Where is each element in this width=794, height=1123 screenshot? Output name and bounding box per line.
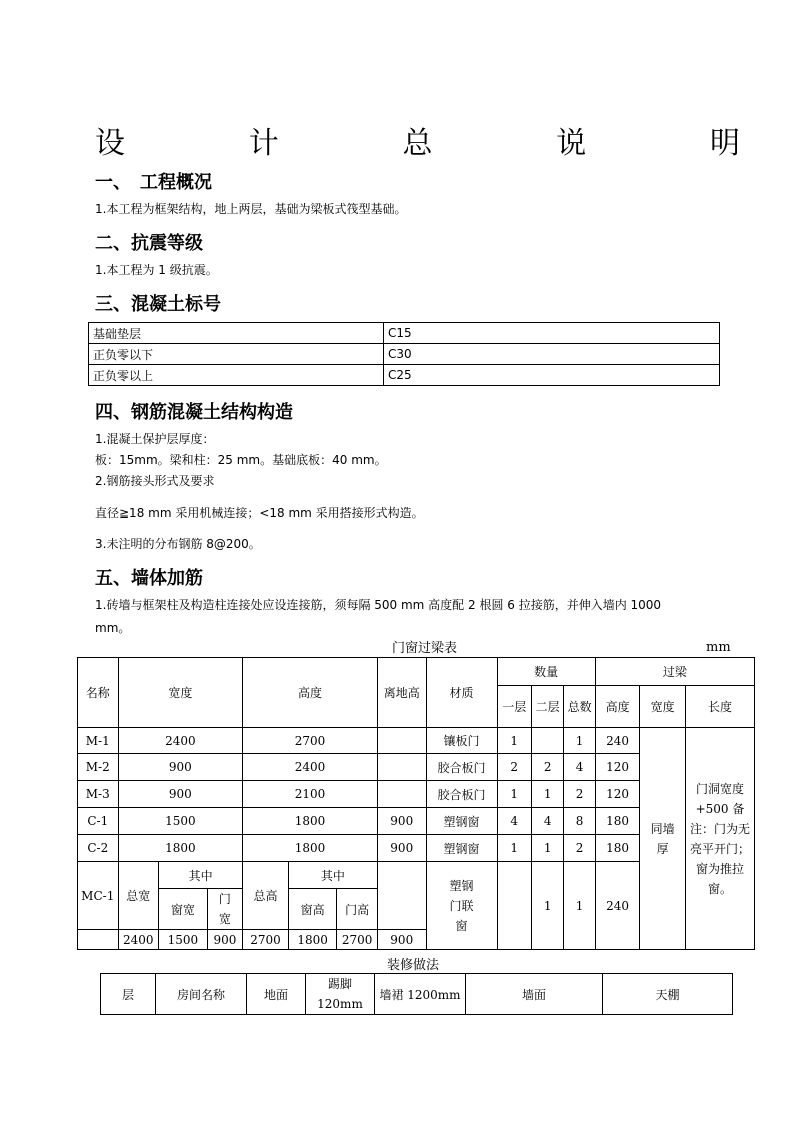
paragraph: 1.混凝土保护层厚度： — [95, 432, 215, 446]
header-floor-finish: 地面 — [247, 974, 306, 1015]
table-cell: C30 — [384, 344, 720, 365]
table-cell: 总高 — [243, 862, 289, 930]
table-cell: 2400 — [243, 754, 378, 781]
table-cell: 240 — [595, 862, 640, 950]
table-row — [78, 658, 755, 686]
table-cell: 2 — [564, 835, 595, 862]
table-cell: M-1 — [78, 728, 119, 754]
paragraph: 直径≧18 mm 采用机械连接；<18 mm 采用搭接形式构造。 — [95, 506, 424, 520]
table-cell: 180 — [595, 808, 640, 835]
table-cell — [78, 930, 119, 950]
header-material: 材质 — [426, 658, 497, 728]
table-cell: 其中 — [159, 862, 243, 889]
table-cell: MC-1 — [78, 862, 119, 930]
cell-text: 塑钢门联窗 — [449, 878, 474, 933]
header-floor1: 一层 — [497, 686, 531, 728]
table-cell: 900 — [207, 930, 242, 950]
table-cell: 塑钢窗 — [426, 835, 497, 862]
table-cell: 2100 — [243, 781, 378, 808]
header-name: 名称 — [78, 658, 119, 728]
title-char: 说 — [556, 126, 587, 161]
table-row — [89, 365, 720, 386]
table-cell: 2400 — [118, 728, 243, 754]
table-caption: 门窗过梁表 — [392, 641, 458, 656]
paragraph: 1.本工程为框架结构，地上两层，基础为梁板式筏型基础。 — [95, 202, 407, 216]
table-cell: 900 — [377, 808, 426, 835]
header-total: 总数 — [564, 686, 595, 728]
table-cell: 镶板门 — [426, 728, 497, 754]
paragraph: 1.砖墙与框架柱及构造柱连接处应设连接筋，须每隔 500 mm 高度配 2 根圆 6 拉接筋，并伸入墙内 1000 — [95, 598, 662, 612]
table-cell: 900 — [377, 835, 426, 862]
finish-table — [100, 973, 733, 1015]
note-text: 同墙厚 — [650, 821, 675, 856]
table-cell: 4 — [531, 808, 563, 835]
table-cell: 2700 — [337, 930, 378, 950]
paragraph: mm。 — [95, 621, 131, 635]
table-cell: 胶合板门 — [426, 754, 497, 781]
table-cell: 1800 — [243, 835, 378, 862]
paragraph: 2.钢筋接头形式及要求 — [95, 474, 215, 488]
table-cell: 120 — [595, 781, 640, 808]
table-cell: M-3 — [78, 781, 119, 808]
table-cell: 总宽 — [118, 862, 159, 930]
concrete-grade-table — [88, 322, 720, 386]
header-floor: 层 — [101, 974, 156, 1015]
table-cell: 1 — [531, 862, 563, 950]
table-cell: 180 — [595, 835, 640, 862]
table-cell: 其中 — [288, 862, 377, 889]
unit-label: mm — [706, 640, 731, 655]
table-cell: 8 — [564, 808, 595, 835]
table-cell: 900 — [118, 754, 243, 781]
table-cell: 1800 — [243, 808, 378, 835]
table-cell — [207, 889, 242, 930]
table-cell: 1 — [497, 728, 531, 754]
section-heading-seismic: 二、抗震等级 — [95, 233, 203, 254]
table-cell — [377, 754, 426, 781]
table-row — [89, 344, 720, 365]
lintel-length-note — [685, 728, 754, 950]
paragraph: 板：15mm。梁和柱：25 mm。基础底板：40 mm。 — [95, 453, 387, 467]
table-cell: 1 — [497, 835, 531, 862]
table-cell: 240 — [595, 728, 640, 754]
header-quantity: 数量 — [497, 658, 595, 686]
table-cell: 正负零以上 — [89, 365, 384, 386]
header-height: 高度 — [243, 658, 378, 728]
header-wall: 墙面 — [466, 974, 603, 1015]
table-cell: 正负零以下 — [89, 344, 384, 365]
table-cell: 2 — [497, 754, 531, 781]
table-cell: 900 — [377, 930, 426, 950]
table-cell: 1 — [531, 781, 563, 808]
header-lintel: 过梁 — [595, 658, 754, 686]
table-cell: 120 — [595, 754, 640, 781]
table-cell — [377, 728, 426, 754]
cell-text: 踢脚 120mm — [317, 977, 363, 1011]
table-cell: C25 — [384, 365, 720, 386]
table-cell: C-2 — [78, 835, 119, 862]
table-cell: M-2 — [78, 754, 119, 781]
header-ceiling: 天棚 — [603, 974, 733, 1015]
header-room-name: 房间名称 — [156, 974, 247, 1015]
section-heading-rebar: 四、钢筋混凝土结构构造 — [95, 402, 293, 423]
table-cell: 窗高 — [288, 889, 337, 930]
paragraph: 1.本工程为 1 级抗震。 — [95, 263, 218, 277]
table-cell: C15 — [384, 323, 720, 344]
header-sill: 离地高 — [377, 658, 426, 728]
table-cell: 2400 — [118, 930, 159, 950]
header-skirting — [306, 974, 375, 1015]
table-cell: 1 — [564, 862, 595, 950]
table-cell: 4 — [564, 754, 595, 781]
table-row — [89, 323, 720, 344]
lintel-width-note — [640, 728, 686, 950]
table-cell: 塑钢窗 — [426, 808, 497, 835]
section-heading-wall: 五、墙体加筋 — [95, 568, 203, 589]
table-row — [101, 974, 733, 1015]
cell-text: 门宽 — [218, 892, 231, 926]
section-heading-overview: 一、 工程概况 — [95, 172, 212, 193]
table-cell: 1 — [531, 835, 563, 862]
table-cell: 4 — [497, 808, 531, 835]
title-char: 明 — [710, 126, 740, 161]
title-char: 总 — [402, 126, 433, 161]
title-char: 计 — [248, 126, 279, 161]
table-cell: 1 — [564, 728, 595, 754]
table-row — [78, 728, 755, 754]
header-lintel-length: 长度 — [685, 686, 754, 728]
table-cell: 2 — [531, 754, 563, 781]
header-lintel-width: 宽度 — [640, 686, 686, 728]
table-cell: 900 — [118, 781, 243, 808]
table-cell — [377, 781, 426, 808]
note-text: 门洞宽度+500 备注：门为无亮平开门；窗为推拉窗。 — [689, 781, 750, 896]
table-cell — [497, 862, 531, 950]
header-dado: 墙裙 1200mm — [375, 974, 466, 1015]
lintel-table — [77, 657, 755, 950]
header-floor2: 二层 — [531, 686, 563, 728]
table-cell: 1800 — [288, 930, 337, 950]
header-lintel-height: 高度 — [595, 686, 640, 728]
paragraph: 3.未注明的分布钢筋 8@200。 — [95, 537, 261, 551]
table-cell: 基础垫层 — [89, 323, 384, 344]
table-cell: 2 — [564, 781, 595, 808]
table-cell: 2700 — [243, 930, 289, 950]
table-cell: 1500 — [159, 930, 208, 950]
title-char: 设 — [95, 126, 125, 161]
table-cell — [426, 862, 497, 950]
section-heading-concrete: 三、混凝土标号 — [95, 294, 221, 315]
header-width: 宽度 — [118, 658, 243, 728]
table-cell: 1 — [497, 781, 531, 808]
table-cell: C-1 — [78, 808, 119, 835]
table-cell: 1800 — [118, 835, 243, 862]
table-cell: 胶合板门 — [426, 781, 497, 808]
table-cell: 2700 — [243, 728, 378, 754]
table-cell — [377, 862, 426, 930]
table-cell — [531, 728, 563, 754]
table-caption: 装修做法 — [387, 958, 440, 973]
table-cell: 窗宽 — [159, 889, 208, 930]
table-cell: 门高 — [337, 889, 378, 930]
page-title — [95, 118, 740, 162]
table-cell: 1500 — [118, 808, 243, 835]
